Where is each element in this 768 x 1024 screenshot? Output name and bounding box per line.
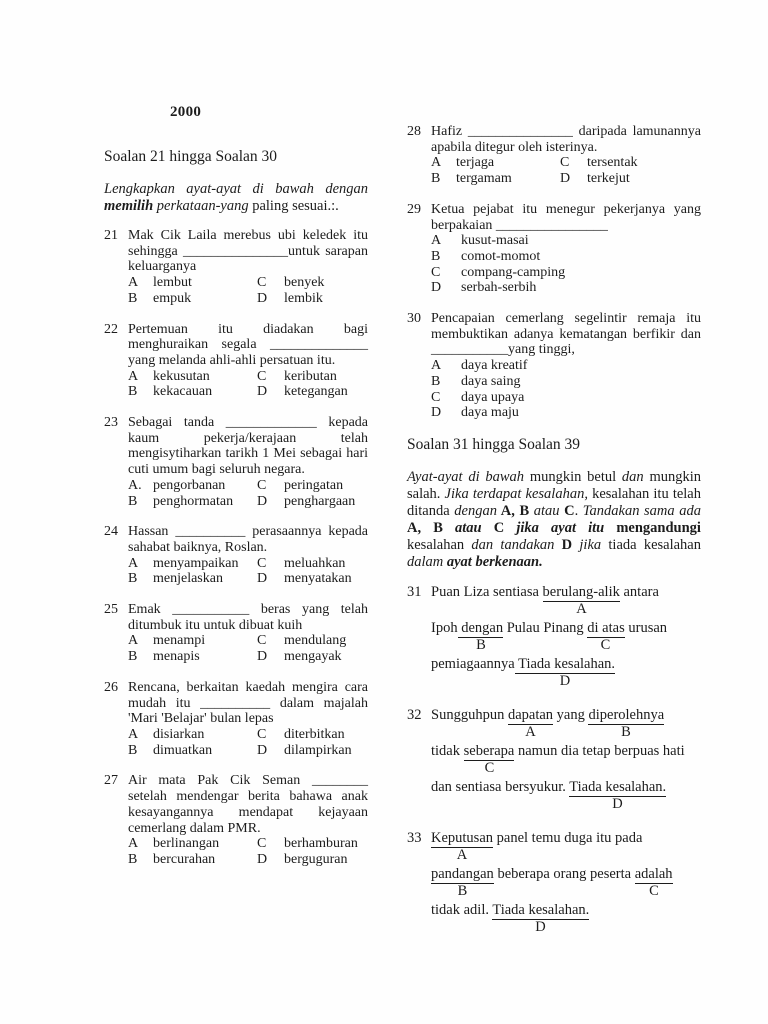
instruction-segment: tiada kesalahan bbox=[601, 536, 701, 553]
option-letter: D bbox=[257, 649, 268, 665]
option-text: disiarkan bbox=[153, 726, 205, 742]
text-segment: urusan bbox=[624, 619, 668, 636]
option-letter: A bbox=[431, 358, 442, 374]
options-list bbox=[128, 275, 368, 306]
sentence-line bbox=[431, 620, 701, 656]
sentence-line bbox=[431, 743, 701, 779]
instruction-segment: dan bbox=[621, 468, 644, 485]
option-letter: C bbox=[257, 726, 267, 742]
question-number: 33 bbox=[407, 829, 422, 846]
options-list bbox=[128, 369, 368, 400]
option-letter: C bbox=[257, 477, 267, 493]
option-letter: B bbox=[128, 384, 138, 400]
sentence-line bbox=[431, 779, 701, 815]
question-body bbox=[128, 415, 368, 509]
option-letter: B bbox=[128, 851, 138, 867]
question-29 bbox=[407, 202, 701, 296]
underlined-phrase: dengan bbox=[457, 619, 504, 636]
question-number: 29 bbox=[407, 201, 421, 217]
answer-letter: D bbox=[535, 918, 546, 935]
question-33 bbox=[407, 830, 701, 938]
option-text: kekacauan bbox=[153, 384, 213, 400]
text-segment: beberapa orang peserta bbox=[493, 865, 635, 882]
instruction-segment: jika ayat itu bbox=[516, 519, 605, 536]
options-list bbox=[431, 358, 701, 421]
instruction-segment: memilih bbox=[104, 198, 154, 214]
instruction-segment: C bbox=[481, 519, 517, 536]
question-text: Sebagai tanda _____________ kepada kaum pekerja/kerajaan telah mengisytiharkan tarikh 1 Mei sebagai hari cuti umum bagi seluruh negara. bbox=[128, 415, 368, 478]
option-letter: B bbox=[128, 649, 138, 665]
underlined-phrase: Tiada kesalahan. bbox=[492, 901, 590, 918]
option-letter: C bbox=[257, 633, 267, 649]
option-text: terkejut bbox=[587, 171, 630, 187]
option-letter: D bbox=[257, 571, 268, 587]
options-list bbox=[128, 727, 368, 758]
option-text: meluahkan bbox=[284, 555, 346, 571]
text-segment: Pulau Pinang bbox=[503, 619, 588, 636]
left-column bbox=[104, 104, 368, 883]
question-26 bbox=[104, 680, 368, 759]
question-32 bbox=[407, 707, 701, 815]
option-letter: B bbox=[431, 373, 441, 389]
option-text: dilampirkan bbox=[284, 742, 352, 758]
option-text: menampi bbox=[153, 633, 206, 649]
option-letter: C bbox=[560, 155, 570, 171]
option-text: menyatakan bbox=[284, 571, 352, 587]
year-header: 2000 bbox=[170, 104, 202, 120]
option-letter: A bbox=[128, 368, 139, 384]
option-letter: B bbox=[128, 742, 138, 758]
underlined-phrase: seberapa bbox=[463, 742, 515, 759]
instruction-segment: kesalahan itu telah ditanda bbox=[407, 485, 701, 519]
answer-letter: A bbox=[576, 600, 587, 617]
sentence-line bbox=[431, 902, 701, 938]
instruction-segment: kesalahan bbox=[407, 536, 472, 553]
option-letter: A bbox=[128, 555, 139, 571]
option-text: menapis bbox=[153, 649, 200, 665]
question-body bbox=[128, 322, 368, 401]
option-letter: A bbox=[431, 233, 442, 249]
question-30 bbox=[407, 311, 701, 421]
instruction-segment: ayat berkenaan. bbox=[443, 553, 543, 570]
underlined-phrase: di atas bbox=[587, 619, 625, 636]
sentence-line bbox=[431, 656, 701, 692]
option-text: daya saing bbox=[461, 373, 521, 389]
option-text: berguguran bbox=[284, 851, 348, 867]
option-letter: A bbox=[128, 836, 139, 852]
instruction-segment: atau bbox=[533, 502, 560, 519]
question-text: Mak Cik Laila merebus ubi keledek itu sehingga _______________untuk sarapan keluarganya bbox=[128, 228, 368, 275]
questions-21-27 bbox=[104, 228, 368, 868]
question-number: 24 bbox=[104, 524, 118, 540]
option-text: penghargaan bbox=[284, 493, 356, 509]
option-text: daya maju bbox=[461, 405, 519, 421]
options-list bbox=[128, 633, 368, 664]
text-segment: namun dia tetap berpuas hati bbox=[514, 742, 685, 759]
question-text: Emak ___________ beras yang telah ditumbuk itu untuk dibuat kuih bbox=[128, 602, 368, 633]
answer-letter: C bbox=[600, 636, 611, 653]
option-text: terjaga bbox=[456, 155, 495, 171]
option-text: ketegangan bbox=[284, 384, 348, 400]
option-letter: B bbox=[431, 248, 441, 264]
question-number: 23 bbox=[104, 415, 118, 431]
question-body bbox=[431, 124, 701, 187]
question-body bbox=[431, 830, 701, 938]
instruction-segment: atau bbox=[455, 519, 482, 536]
option-letter: D bbox=[257, 290, 268, 306]
question-text: Pertemuan itu diadakan bagi menghuraikan segala ______________ yang melanda ahli-ahli persatuan itu. bbox=[128, 321, 368, 368]
option-letter: B bbox=[128, 290, 138, 306]
instruction-segment: dan tandakan bbox=[471, 536, 555, 553]
question-number: 32 bbox=[407, 706, 422, 723]
option-text: berlinangan bbox=[153, 836, 220, 852]
answer-letter: C bbox=[484, 759, 495, 776]
answer-letter: A bbox=[456, 846, 468, 863]
question-number: 25 bbox=[104, 602, 118, 618]
question-21 bbox=[104, 228, 368, 307]
question-number: 26 bbox=[104, 679, 118, 695]
underlined-phrase: berulang-alik bbox=[542, 583, 620, 600]
option-text: menjelaskan bbox=[153, 571, 223, 587]
underlined-phrase: adalah bbox=[634, 865, 673, 882]
option-letter: B bbox=[128, 493, 138, 509]
text-segment: antara bbox=[619, 583, 659, 600]
option-text: bercurahan bbox=[153, 851, 216, 867]
option-letter: A bbox=[128, 726, 139, 742]
option-text: compang-camping bbox=[461, 264, 566, 280]
option-text: empuk bbox=[153, 290, 192, 306]
question-23 bbox=[104, 415, 368, 509]
answer-letter: A bbox=[525, 723, 536, 740]
question-number: 28 bbox=[407, 124, 421, 139]
question-body bbox=[128, 524, 368, 587]
instruction-segment: perkataan-yang bbox=[153, 198, 249, 214]
question-25 bbox=[104, 602, 368, 665]
instruction-segment: paling sesuai.:. bbox=[248, 198, 339, 214]
option-letter: D bbox=[257, 493, 268, 509]
option-text: benyek bbox=[284, 275, 325, 291]
instruction-segment: jika bbox=[579, 536, 602, 553]
options-list bbox=[431, 155, 701, 186]
text-segment: Puan Liza sentiasa bbox=[431, 583, 543, 600]
question-24 bbox=[104, 524, 368, 587]
option-text: daya kreatif bbox=[461, 358, 528, 374]
underlined-phrase: diperolehnya bbox=[588, 706, 665, 723]
option-text: peringatan bbox=[284, 477, 344, 493]
option-letter: B bbox=[128, 571, 138, 587]
text-segment: panel temu duga itu pada bbox=[493, 829, 643, 846]
instruction-segment: Ayat-ayat di bawah bbox=[407, 468, 525, 485]
answer-letter: D bbox=[559, 672, 571, 689]
underlined-phrase: dapatan bbox=[507, 706, 554, 723]
underlined-phrase: Tiada kesalahan. bbox=[514, 655, 616, 672]
question-text: Hafiz _______________ daripada lamunannya apabila ditegur oleh isterinya. bbox=[431, 124, 701, 155]
text-segment: dan sentiasa bersyukur. bbox=[431, 778, 570, 795]
option-letter: D bbox=[431, 405, 442, 421]
option-text: tergamam bbox=[456, 171, 512, 187]
option-letter: D bbox=[431, 280, 442, 296]
question-number: 31 bbox=[407, 583, 422, 600]
option-letter: B bbox=[431, 171, 441, 187]
answer-letter: B bbox=[457, 882, 468, 899]
option-letter: D bbox=[560, 171, 571, 187]
option-text: berhamburan bbox=[284, 836, 358, 852]
instruction-segment: mengandungi bbox=[604, 519, 701, 536]
instruction-segment: Tandakan sama ada bbox=[582, 502, 701, 519]
option-letter: D bbox=[257, 384, 268, 400]
option-text: pengorbanan bbox=[153, 477, 226, 493]
question-body bbox=[431, 202, 701, 296]
question-text: Hassan __________ perasaannya kepada sahabat baiknya, Roslan. bbox=[128, 524, 368, 555]
question-28 bbox=[407, 124, 701, 187]
option-text: kekusutan bbox=[153, 368, 210, 384]
question-body bbox=[431, 707, 701, 815]
instruction-segment: dengan bbox=[454, 502, 497, 519]
instruction-segment: A, B bbox=[496, 502, 534, 519]
questions-28-30 bbox=[407, 124, 701, 421]
question-body bbox=[128, 602, 368, 665]
option-letter: A bbox=[128, 275, 139, 291]
underlined-phrase: Keputusan bbox=[431, 829, 494, 846]
option-letter: C bbox=[257, 368, 267, 384]
sentence-line bbox=[431, 866, 701, 902]
question-body bbox=[128, 680, 368, 759]
option-text: mengayak bbox=[284, 649, 342, 665]
text-segment: tidak adil. bbox=[431, 901, 493, 918]
right-column bbox=[407, 124, 701, 953]
options-list bbox=[128, 478, 368, 509]
instruction-segment: mungkin salah. bbox=[407, 468, 701, 502]
option-letter: D bbox=[257, 742, 268, 758]
option-letter: C bbox=[257, 275, 267, 291]
option-text: kusut-masai bbox=[461, 233, 529, 249]
question-31 bbox=[407, 584, 701, 692]
question-text: Ketua pejabat itu menegur pekerjanya yang berpakaian ________________ bbox=[431, 201, 701, 233]
question-text: Air mata Pak Cik Seman ________ setelah mendengar berita bahawa anak kesayangannya mendapat kejayaan cemerlang dalam PMR. bbox=[128, 773, 368, 836]
option-letter: C bbox=[431, 389, 441, 405]
option-text: penghormatan bbox=[153, 493, 234, 509]
option-letter: A. bbox=[128, 477, 142, 493]
text-segment: yang bbox=[553, 706, 589, 723]
section-title-31-39: Soalan 31 hingga Soalan 39 bbox=[407, 435, 581, 453]
instruction-31-39 bbox=[407, 469, 701, 571]
answer-letter: C bbox=[649, 882, 659, 899]
option-letter: C bbox=[431, 264, 441, 280]
question-text: Rencana, berkaitan kaedah mengira cara mudah itu __________ dalam majalah 'Mari 'Belajar' bulan lepas bbox=[128, 679, 368, 727]
question-body bbox=[431, 311, 701, 421]
option-letter: D bbox=[257, 851, 268, 867]
option-text: lembik bbox=[284, 290, 323, 306]
underlined-phrase: Tiada kesalahan. bbox=[569, 778, 667, 795]
instruction-segment: Lengkapkan ayat-ayat di bawah dengan bbox=[104, 181, 368, 197]
answer-letter: B bbox=[476, 636, 486, 653]
option-text: serbah-serbih bbox=[461, 280, 537, 296]
option-letter: C bbox=[257, 555, 267, 571]
question-body bbox=[128, 773, 368, 867]
option-letter: A bbox=[431, 155, 442, 171]
question-27 bbox=[104, 773, 368, 867]
option-text: daya upaya bbox=[461, 389, 525, 405]
question-body bbox=[431, 584, 701, 692]
question-number: 21 bbox=[104, 228, 118, 243]
instruction-segment: C bbox=[559, 502, 575, 519]
text-segment: Ipoh bbox=[431, 619, 458, 636]
options-list bbox=[128, 556, 368, 587]
options-list bbox=[128, 836, 368, 867]
answer-letter: D bbox=[612, 795, 623, 812]
question-number: 30 bbox=[407, 311, 421, 327]
text-segment: Sungguhpun bbox=[431, 706, 508, 723]
question-number: 22 bbox=[104, 321, 118, 337]
instruction-21-30 bbox=[104, 181, 368, 215]
question-22 bbox=[104, 322, 368, 401]
sentence-line bbox=[431, 707, 701, 743]
option-letter: C bbox=[257, 836, 267, 852]
option-text: mendulang bbox=[284, 633, 347, 649]
answer-letter: B bbox=[621, 723, 631, 740]
question-body bbox=[128, 228, 368, 307]
instruction-segment: dalam bbox=[407, 553, 444, 570]
underlined-phrase: pandangan bbox=[431, 865, 494, 882]
text-segment: pemiagaannya bbox=[431, 655, 515, 672]
option-text: dimuatkan bbox=[153, 742, 213, 758]
sentence-line bbox=[431, 830, 701, 866]
option-text: lembut bbox=[153, 275, 192, 291]
instruction-segment: Jika terdapat kesalahan, bbox=[444, 485, 588, 502]
sentence-line bbox=[431, 584, 701, 620]
text-segment: tidak bbox=[431, 742, 464, 759]
question-text: Pencapaian cemerlang segelintir remaja itu membuktikan adanya kematangan berfikir dan ___________yang tinggi, bbox=[431, 311, 701, 358]
instruction-segment: D bbox=[554, 536, 580, 553]
option-text: menyampaikan bbox=[153, 555, 239, 571]
instruction-segment: mungkin betul bbox=[524, 468, 622, 485]
instruction-segment: . bbox=[574, 502, 583, 519]
section-title-21-30: Soalan 21 hingga Soalan 30 bbox=[104, 148, 278, 165]
option-text: tersentak bbox=[587, 155, 638, 171]
question-number: 27 bbox=[104, 773, 118, 789]
option-text: comot-momot bbox=[461, 248, 541, 264]
option-text: keributan bbox=[284, 368, 337, 384]
options-list bbox=[431, 233, 701, 296]
questions-31-33 bbox=[407, 584, 701, 938]
option-text: diterbitkan bbox=[284, 726, 345, 742]
instruction-segment: A, B bbox=[407, 519, 456, 536]
option-letter: A bbox=[128, 633, 139, 649]
